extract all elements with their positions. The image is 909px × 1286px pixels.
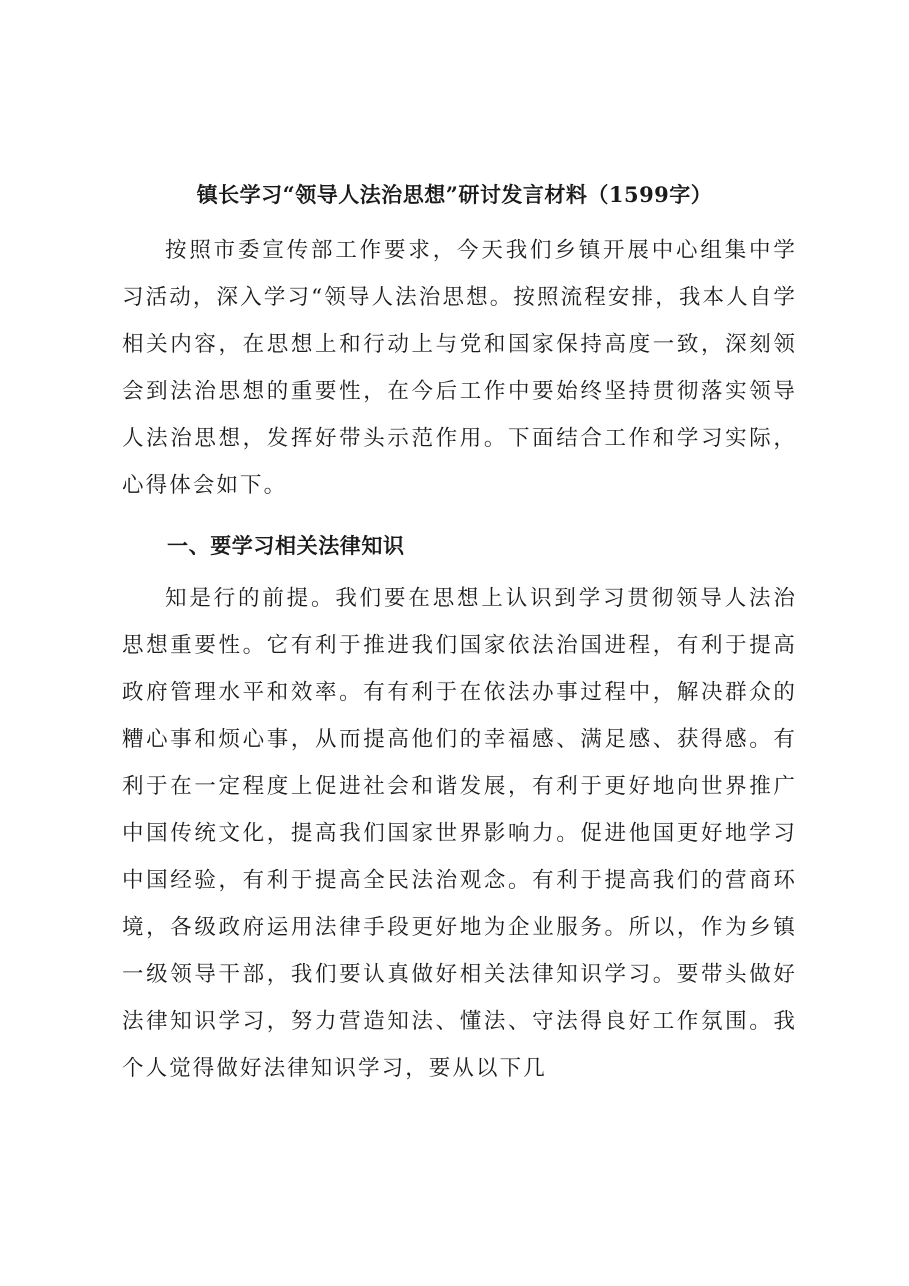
section-heading-1: 一、要学习相关法律知识 (167, 534, 405, 558)
intro-paragraph: 按照市委宣传部工作要求，今天我们乡镇开展中心组集中学习活动，深入学习“领导人法治思想。按照流程安排，我本人自学相关内容，在思想上和行动上与党和国家保持高度一致，深刻领会到法治思想的重要性，在今后工作中要始终坚持贯彻落实领导人法治思想，发挥好带头示范作用。下面结合工作和学习实际，心得体会如下。 (122, 238, 797, 498)
document-title: 镇长学习“领导人法治思想”研讨发言材料（1599字） (196, 182, 713, 208)
section-1-paragraph: 知是行的前提。我们要在思想上认识到学习贯彻领导人法治思想重要性。它有利于推进我们国家依法治国进程，有利于提高政府管理水平和效率。有有利于在依法办事过程中，解决群众的糟心事和烦心事，从而提高他们的幸福感、满足感、获得感。有利于在一定程度上促进社会和谐发展，有利于更好地向世界推广中国传统文化，提高我们国家世界影响力。促进他国更好地学习中国经验，有利于提高全民法治观念。有利于提高我们的营商环境，各级政府运用法律手段更好地为企业服务。所以，作为乡镇一级领导干部，我们要认真做好相关法律知识学习。要带头做好法律知识学习，努力营造知法、懂法、守法得良好工作氛围。我个人觉得做好法律知识学习，要从以下几 (122, 586, 797, 1081)
